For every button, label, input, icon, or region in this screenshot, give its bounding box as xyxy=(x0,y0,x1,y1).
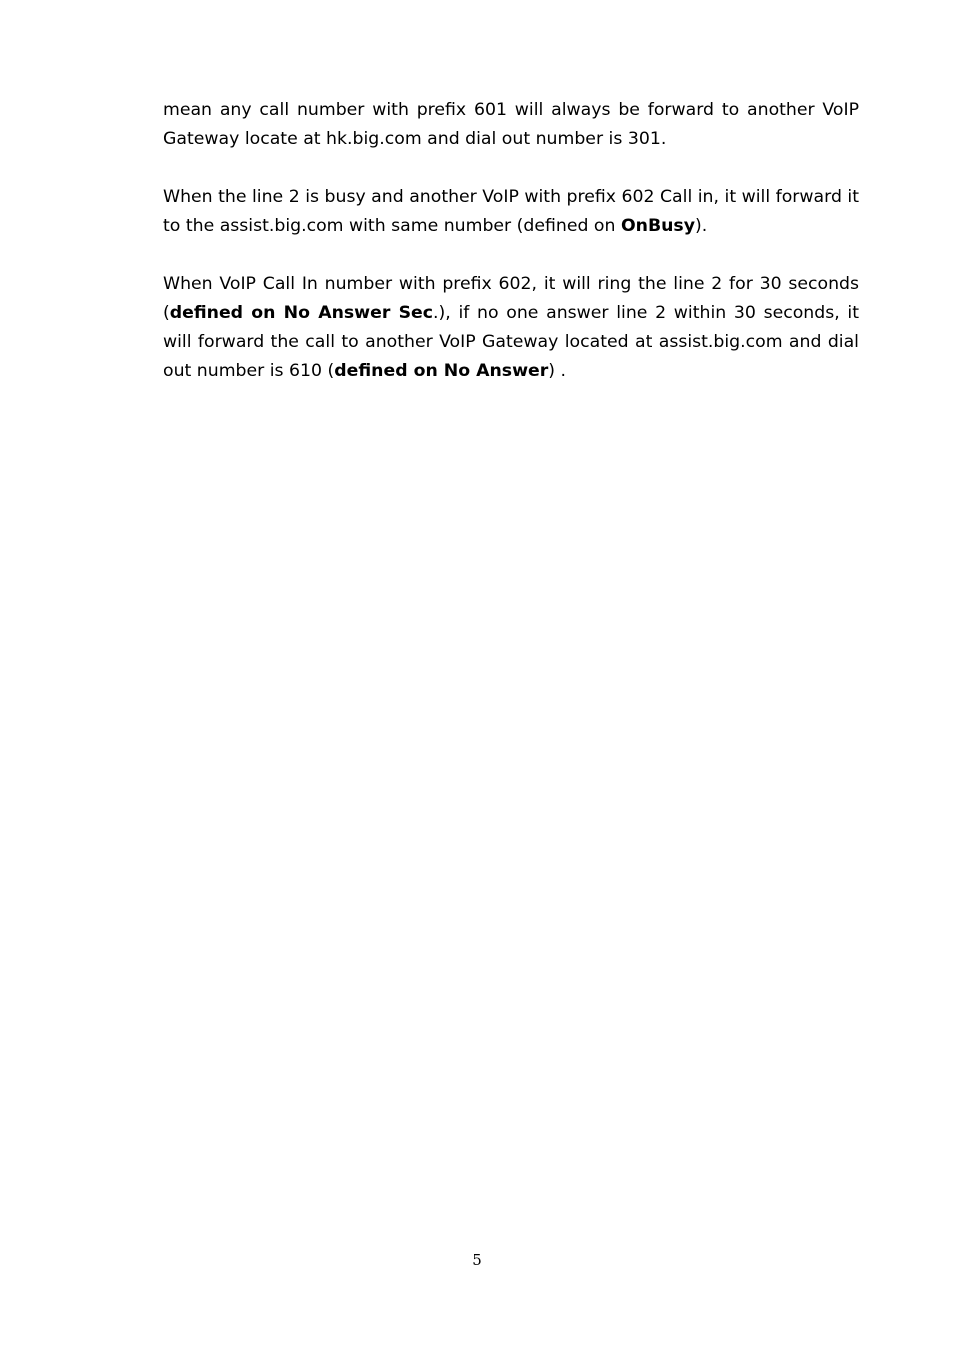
bold-term-no-answer: defined on No Answer xyxy=(334,361,549,381)
paragraph-forward-always xyxy=(163,96,859,154)
page-number: 5 xyxy=(472,1251,482,1269)
bold-term-onbusy: OnBusy xyxy=(620,216,695,236)
text-run: ). xyxy=(694,216,708,236)
text-run: ) . xyxy=(548,361,567,381)
text-run: mean any call number with prefix 601 will always be forward to another VoIP Gateway locate at hk.big.com and dial out number is 301. xyxy=(163,100,859,149)
body-text xyxy=(163,96,859,415)
paragraph-no-answer xyxy=(163,270,859,386)
paragraph-on-busy xyxy=(163,183,859,241)
text-run: .), if no one answer line 2 within 30 seconds, it will forward the call to another VoIP Gateway located at assist.big.com and dial out number is 610 ( xyxy=(163,303,859,381)
text-run: When the line 2 is busy and another VoIP with prefix 602 Call in, it will forward it to the assist.big.com with same number (defined on xyxy=(163,187,859,236)
text-run: When VoIP Call In number with prefix 602, it will ring the line 2 for 30 seconds ( xyxy=(163,274,859,323)
bold-term-no-answer-sec: defined on No Answer Sec xyxy=(169,303,434,323)
